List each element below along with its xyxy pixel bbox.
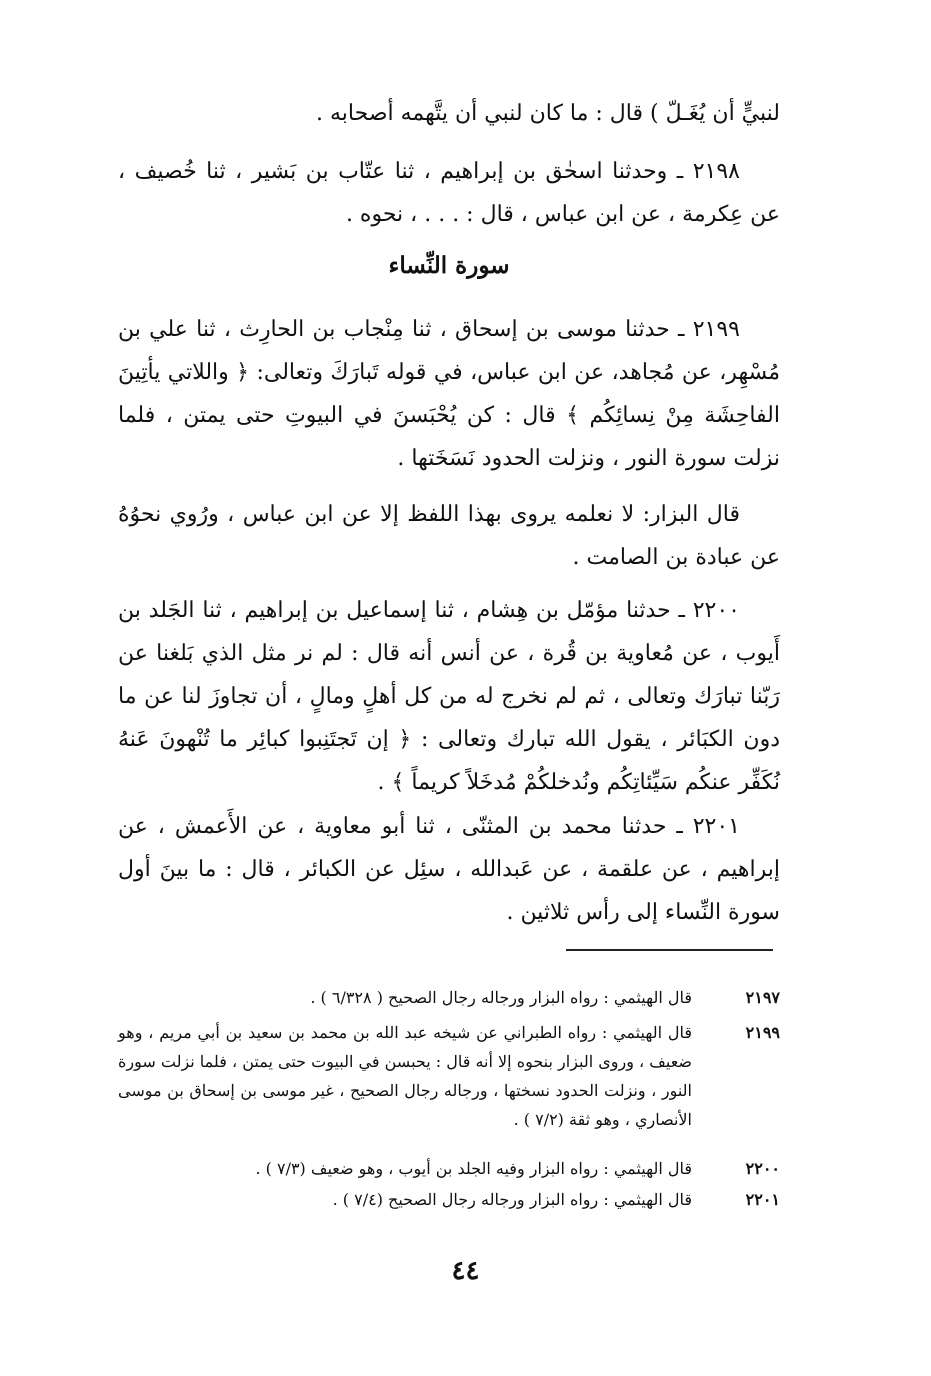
footnote-number: ٢١٩٧ xyxy=(745,988,780,1007)
footnote-separator xyxy=(566,949,773,951)
footnote-2197 xyxy=(118,983,780,1012)
footnote-2199 xyxy=(118,1018,780,1134)
footnote-number: ٢٢٠١ xyxy=(745,1190,780,1209)
hadith-2201-text: ٢٢٠١ ـ حدثنا محمد بن المثنّى ، ثنا أبو معاوية ، عن الأَعمش ، عن إبراهيم ، عن علقمة ، عن عَبدالله ، سئِل عن الكبائر ، قال : ما بينَ أول سورة النِّساء إلى رأس ثلاثين . xyxy=(118,814,780,925)
hadith-2201 xyxy=(118,805,780,934)
bazzar-note xyxy=(118,493,780,579)
hadith-2200-text: ٢٢٠٠ ـ حدثنا مؤمّل بن هِشام ، ثنا إسماعيل بن إبراهيم ، ثنا الجَلد بن أَيوب ، عن مُعاوية بن قُرة ، عن أنس أنه قال : لم نر مثل الذي بَلغنا عن رَبّنا تبارَك وتعالى ، ثم لم نخرج له من كل أهلٍ ومالٍ ، أن تجاوزَ لنا عن ما دون الكبَائر ، يقول الله تبارك وتعالى : ﴿ إن تَجتَنِبوا كبائِر ما تُنْهونَ عَنهُ نُكَفِّر عنكُم سَيِّئاتِكُم ونُدخلكُمْ مُدخَلاً كريماً ﴾ . xyxy=(118,598,780,795)
footnote-2200 xyxy=(118,1154,780,1183)
hadith-2200 xyxy=(118,589,780,804)
footnote-text: قال الهيثمي : رواه البزار ورجاله رجال الصحيح ( ٦/٣٢٨ ) . xyxy=(310,988,692,1007)
opening-line-text: لنبيٍّ أن يُغَـلّ ) قال : ما كان لنبي أن يتَّهمه أصحابه . xyxy=(316,101,780,126)
hadith-2198 xyxy=(118,150,780,236)
bazzar-note-text: قال البزار: لا نعلمه يروى بهذا اللفظ إلا عن ابن عباس ، ورُوي نحوُهُ عن عبادة بن الصامت . xyxy=(118,502,780,570)
footnote-text: قال الهيثمي : رواه البزار ورجاله رجال الصحيح (٧/٤ ) . xyxy=(332,1190,692,1209)
footnote-2201 xyxy=(118,1185,780,1214)
hadith-2198-text: ٢١٩٨ ـ وحدثنا اسحٰق بن إبراهيم ، ثنا عتّاب بن بَشير ، ثنا خُصيف ، عن عِكرمة ، عن ابن عباس ، قال : . . . ، نحوه . xyxy=(118,159,780,227)
footnote-text: قال الهيثمي : رواه الطبراني عن شيخه عبد الله بن محمد بن سعيد بن أبي مريم ، وهو ضعيف ، وروى البزار بنحوه إلا أنه قال : يحبسن في البيوت حتى يمتن ، فلما نزلت سورة النور ، ونزلت الحدود نسختها ، ورجاله رجال الصحيح ، غير موسى بن إسحاق بن موسى الأنصاري ، وهو ثقة (٧/٢ ) . xyxy=(117,1023,692,1129)
surah-title: سورة النِّساء xyxy=(388,252,510,279)
footnote-number: ٢٢٠٠ xyxy=(745,1159,780,1178)
opening-line xyxy=(118,92,780,135)
hadith-2199 xyxy=(118,308,780,480)
footnote-text: قال الهيثمي : رواه البزار وفيه الجلد بن أيوب ، وهو ضعيف (٧/٣ ) . xyxy=(255,1159,692,1178)
footnote-number: ٢١٩٩ xyxy=(745,1023,780,1042)
page-number: ٤٤ xyxy=(451,1256,480,1286)
hadith-2199-text: ٢١٩٩ ـ حدثنا موسى بن إسحاق ، ثنا مِنْجاب بن الحارِث ، ثنا علي بن مُسْهِر، عن مُجاهد، عن ابن عباس، في قوله تَبارَكَ وتعالى: ﴿ واللاتي يأتِينَ الفاحِشَة مِنْ نِسائِكُم ﴾ قال : كن يُحْبَسنَ في البيوتِ حتى يمتن ، فلما نزلت سورة النور ، ونزلت الحدود نَسَخَتها . xyxy=(118,317,780,471)
